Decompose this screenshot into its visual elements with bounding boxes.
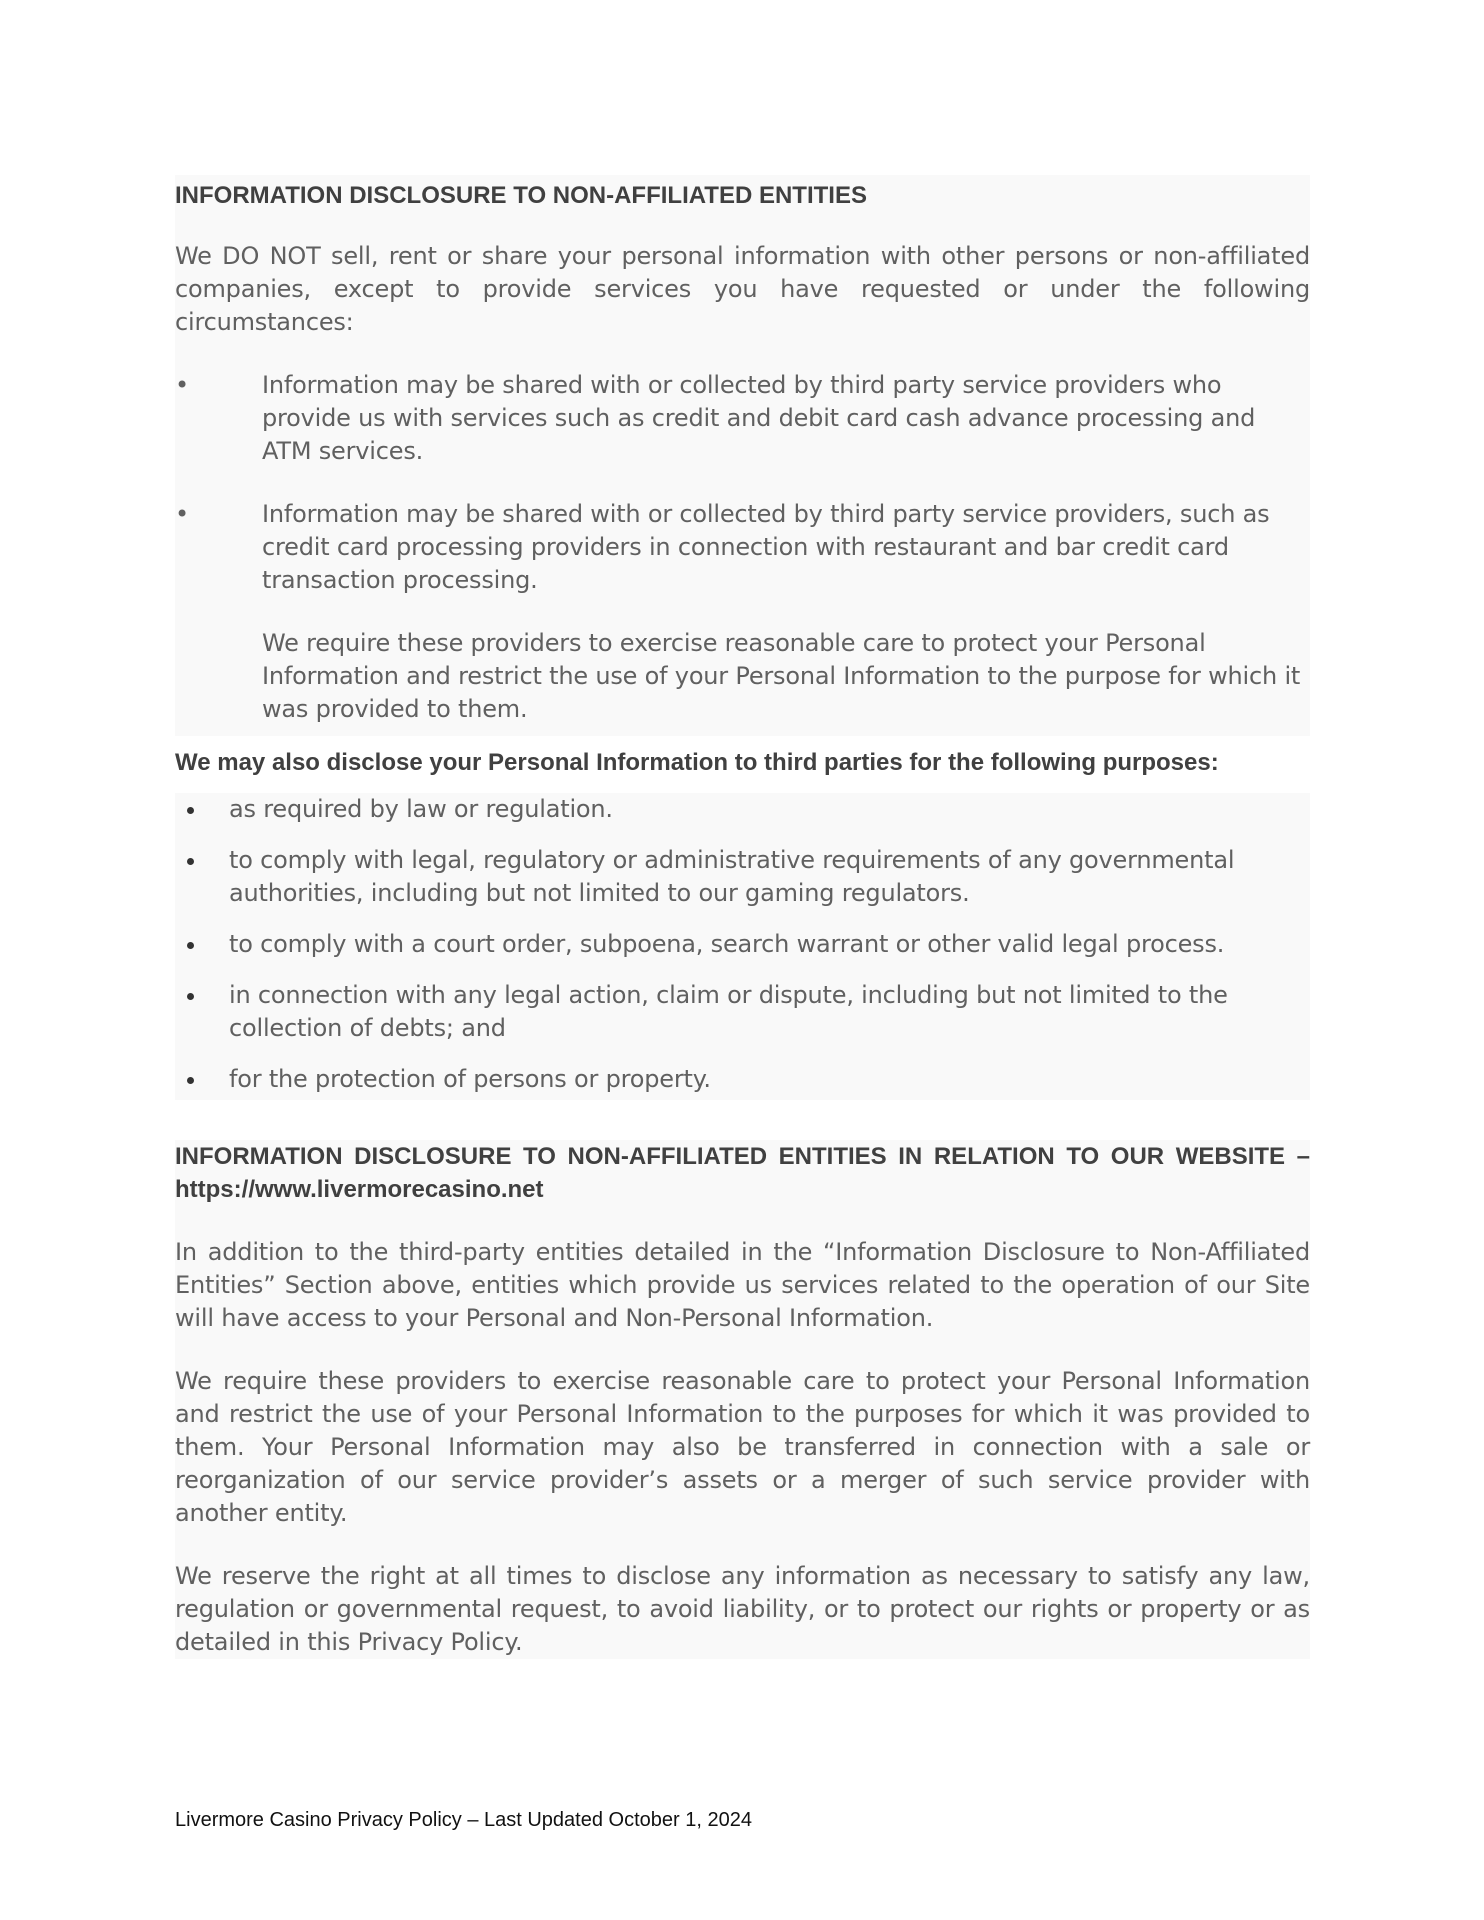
list-item [175,369,1310,468]
intro-paragraph: We DO NOT sell, rent or share your personal information with other persons or non-affiliated companies, except to provide services you have requested or under the following circumstances: [175,242,1310,336]
section-heading: INFORMATION DISCLOSURE TO NON-AFFILIATED ENTITIES [175,182,867,209]
bullet-icon: • [175,500,189,528]
list-item [175,498,1310,597]
list-item-text: to comply with legal, regulatory or administrative requirements of any governmental authorities, including but not limited to our gaming regulators. [229,846,1235,907]
section-website-disclosure [175,1140,1310,1659]
paragraph: We reserve the right at all times to disclose any information as necessary to satisfy any law, regulation or governmental request, to avoid liability, or to protect our rights or property or as detailed in this Privacy Policy. [175,1562,1310,1656]
list-item [175,979,1310,1045]
purposes-list [175,793,1310,1100]
page-content [175,175,1310,1659]
list-item [175,1063,1310,1096]
list-item [175,844,1310,910]
provider-care-note: We require these providers to exercise reasonable care to protect your Personal Information and restrict the use of your Personal Information to the purpose for which it was provided to them. [262,629,1301,723]
section-disclosure-non-affiliated [175,175,1310,736]
bullet-dot-icon [187,1077,194,1084]
list-item-text: to comply with a court order, subpoena, search warrant or other valid legal process. [229,930,1225,958]
bullet-dot-icon [187,858,194,865]
list-item-text: in connection with any legal action, claim or dispute, including but not limited to the collection of debts; and [229,981,1228,1042]
purposes-heading: We may also disclose your Personal Information to third parties for the following purposes: [175,749,1219,776]
bullet-dot-icon [187,807,194,814]
list-item [175,793,1310,826]
bullet-dot-icon [187,993,194,1000]
list-item-text: Information may be shared with or collected by third party service providers, such as credit card processing providers in connection with restaurant and bar credit card transaction processing. [262,500,1270,594]
paragraph: We require these providers to exercise reasonable care to protect your Personal Information and restrict the use of your Personal Information to the purposes for which it was provided to them. Your Personal Information may also be transferred in connection with a sale or reorganization of our service provider’s assets or a merger of such service provider with another entity. [175,1367,1310,1527]
paragraph: In addition to the third-party entities detailed in the “Information Disclosure to Non-Affiliated Entities” Section above, entities which provide us services related to the operation of our Site will have access to your Personal and Non-Personal Information. [175,1238,1310,1332]
bullet-icon: • [175,371,189,399]
list-item-text: as required by law or regulation. [229,795,613,823]
bullet-dot-icon [187,942,194,949]
list-item-text: Information may be shared with or collected by third party service providers who provide us with services such as credit and debit card cash advance processing and ATM services. [262,371,1256,465]
list-item [175,928,1310,961]
list-item-text: for the protection of persons or property. [229,1065,711,1093]
section-heading: INFORMATION DISCLOSURE TO NON-AFFILIATED ENTITIES IN RELATION TO OUR WEBSITE – https://www.livermorecasino.net [175,1143,1310,1203]
page-footer: Livermore Casino Privacy Policy – Last Updated October 1, 2024 [175,1809,752,1831]
